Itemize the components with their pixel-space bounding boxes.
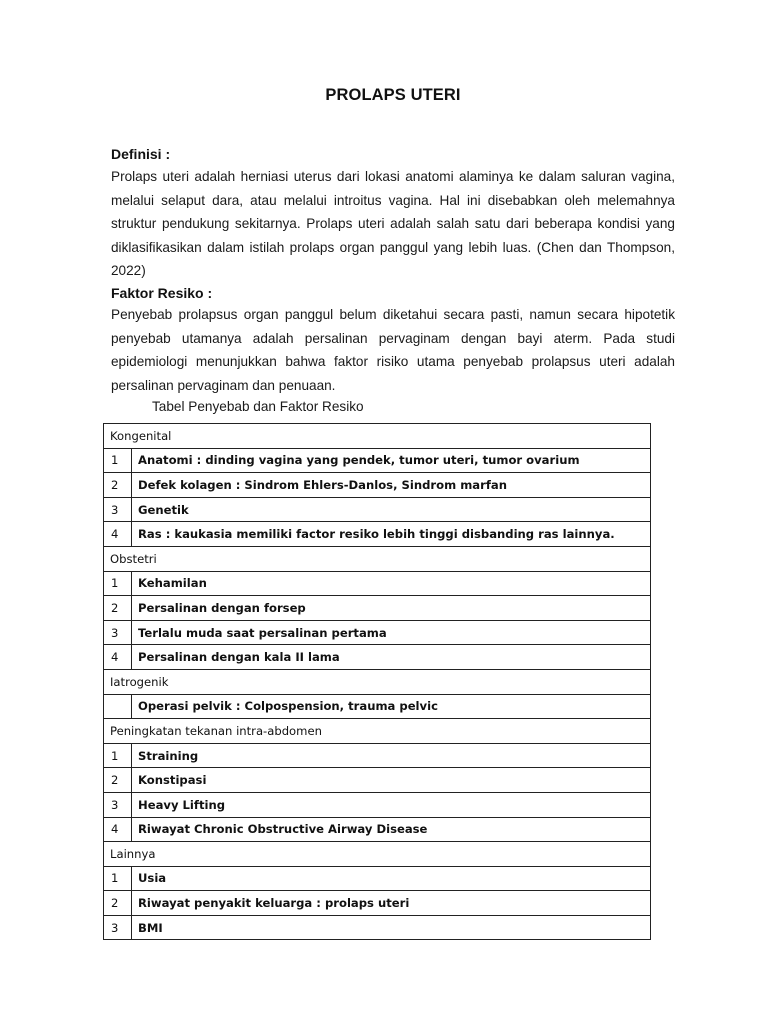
row-text: Anatomi : dinding vagina yang pendek, tumor uteri, tumor ovarium <box>132 448 651 473</box>
row-number: 1 <box>104 571 132 596</box>
category-label: Peningkatan tekanan intra-abdomen <box>104 719 651 744</box>
row-text: Kehamilan <box>132 571 651 596</box>
row-number <box>104 694 132 719</box>
table-row <box>104 817 651 842</box>
category-row <box>104 842 651 867</box>
row-number: 2 <box>104 596 132 621</box>
row-number: 4 <box>104 817 132 842</box>
row-text: Riwayat penyakit keluarga : prolaps uteri <box>132 891 651 916</box>
category-row <box>104 719 651 744</box>
row-text: Persalinan dengan kala II lama <box>132 645 651 670</box>
row-text: Riwayat Chronic Obstructive Airway Disease <box>132 817 651 842</box>
category-label: Kongenital <box>104 424 651 449</box>
definition-paragraph: Prolaps uteri adalah herniasi uterus dari lokasi anatomi alaminya ke dalam saluran vagina, melalui selaput dara, atau melalui introitus vagina. Hal ini disebabkan oleh melemahnya struktur pendukung sekitarnya. Prolaps uteri adalah salah satu dari beberapa kondisi yang diklasifikasikan dalam istilah prolaps organ panggul yang lebih luas. (Chen dan Thompson, 2022) <box>111 169 675 279</box>
category-row <box>104 546 651 571</box>
row-number: 1 <box>104 448 132 473</box>
category-row <box>104 669 651 694</box>
row-number: 1 <box>104 866 132 891</box>
table-caption: Tabel Penyebab dan Faktor Resiko <box>152 399 364 414</box>
table-row <box>104 694 651 719</box>
row-text: Genetik <box>132 497 651 522</box>
page-title: PROLAPS UTERI <box>325 86 461 104</box>
row-number: 2 <box>104 891 132 916</box>
risk-factor-table-body <box>104 424 651 940</box>
row-text: Ras : kaukasia memiliki factor resiko lebih tinggi disbanding ras lainnya. <box>132 522 651 547</box>
row-text: Konstipasi <box>132 768 651 793</box>
definition-heading: Definisi : <box>111 146 171 162</box>
category-label: Iatrogenik <box>104 669 651 694</box>
row-number: 3 <box>104 497 132 522</box>
table-row <box>104 792 651 817</box>
row-number: 3 <box>104 620 132 645</box>
risk-factor-table <box>103 423 651 940</box>
table-row <box>104 522 651 547</box>
row-number: 1 <box>104 743 132 768</box>
table-row <box>104 448 651 473</box>
category-label: Lainnya <box>104 842 651 867</box>
row-text: Defek kolagen : Sindrom Ehlers-Danlos, Sindrom marfan <box>132 473 651 498</box>
table-row <box>104 596 651 621</box>
table-row <box>104 891 651 916</box>
table-row <box>104 915 651 940</box>
risk-factors-paragraph: Penyebab prolapsus organ panggul belum diketahui secara pasti, namun secara hipotetik penyebab utamanya adalah persalinan pervaginam dengan bayi aterm. Pada studi epidemiologi menunjukkan bahwa faktor risiko utama penyebab prolapsus uteri adalah persalinan pervaginam dan penuaan. <box>111 307 675 393</box>
row-number: 4 <box>104 645 132 670</box>
table-row <box>104 497 651 522</box>
row-text: BMI <box>132 915 651 940</box>
row-text: Heavy Lifting <box>132 792 651 817</box>
row-number: 3 <box>104 915 132 940</box>
row-number: 2 <box>104 473 132 498</box>
category-row <box>104 424 651 449</box>
table-row <box>104 768 651 793</box>
table-row <box>104 743 651 768</box>
risk-factors-heading: Faktor Resiko : <box>111 285 213 301</box>
table-row <box>104 571 651 596</box>
row-text: Usia <box>132 866 651 891</box>
category-label: Obstetri <box>104 546 651 571</box>
table-row <box>104 866 651 891</box>
row-number: 2 <box>104 768 132 793</box>
row-text: Straining <box>132 743 651 768</box>
table-row <box>104 473 651 498</box>
table-row <box>104 645 651 670</box>
row-text: Terlalu muda saat persalinan pertama <box>132 620 651 645</box>
row-number: 4 <box>104 522 132 547</box>
row-text: Operasi pelvik : Colpospension, trauma pelvic <box>132 694 651 719</box>
row-number: 3 <box>104 792 132 817</box>
table-row <box>104 620 651 645</box>
row-text: Persalinan dengan forsep <box>132 596 651 621</box>
